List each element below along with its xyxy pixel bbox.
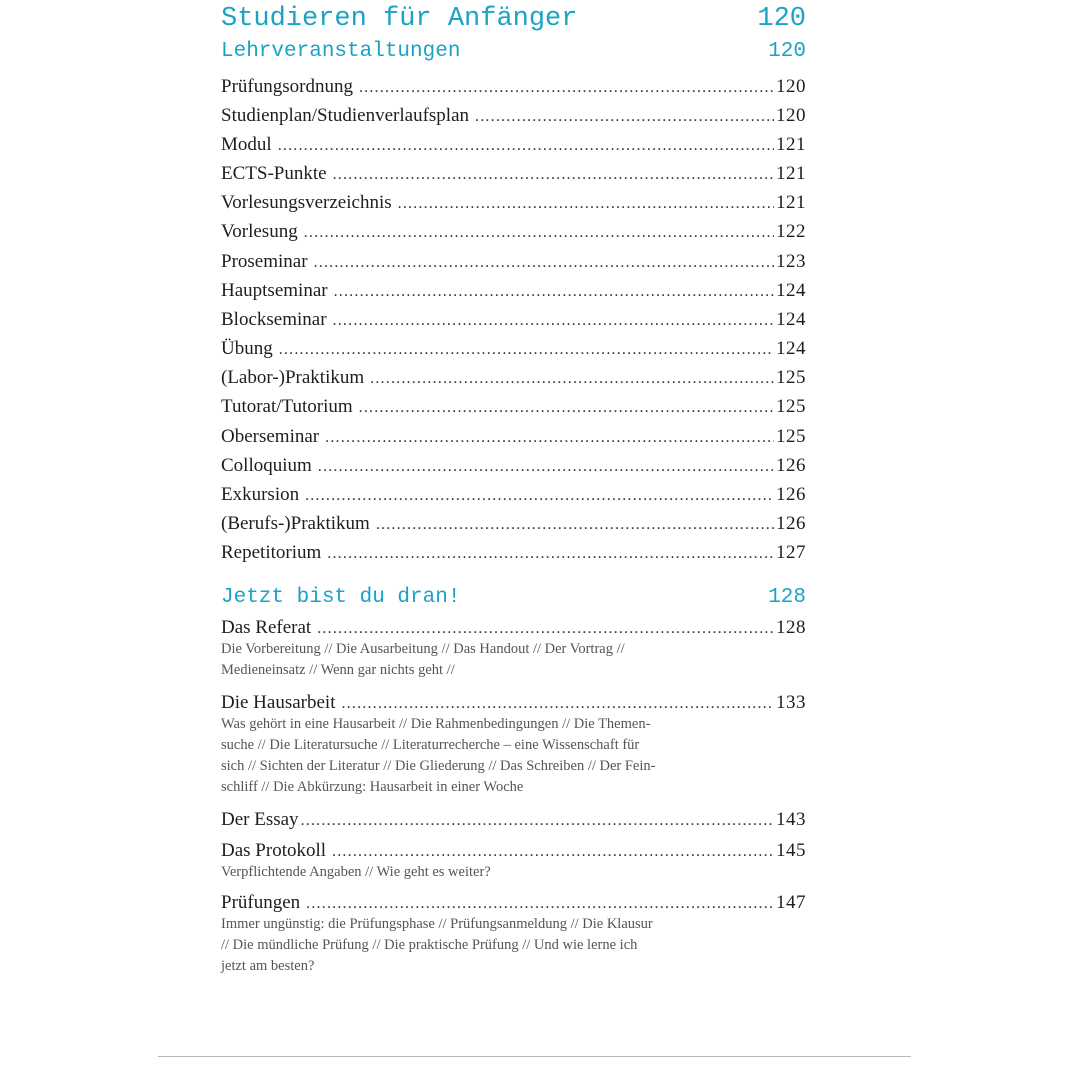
subtopic-line: Was gehört in eine Hausarbeit // Die Rahmenbedingungen // Die Themen- — [221, 716, 651, 732]
toc-entry[interactable] — [221, 278, 806, 304]
toc-leader-dots — [334, 279, 774, 305]
section-page-number: 128 — [768, 586, 806, 609]
toc-leader-dots — [318, 454, 774, 480]
toc-entry-label: Prüfungsordnung — [221, 76, 353, 97]
toc-entry-label: Vorlesungsverzeichnis — [221, 192, 392, 213]
toc-entry-page: 125 — [776, 367, 806, 388]
toc-entry-label: Übung — [221, 338, 273, 359]
toc-entry-page: 121 — [776, 134, 806, 155]
toc-leader-dots — [314, 250, 774, 276]
toc-leader-dots — [376, 512, 774, 538]
toc-entry[interactable] — [221, 307, 806, 333]
toc-entry[interactable] — [221, 219, 806, 245]
toc-entry-label: Repetitorium — [221, 542, 322, 563]
subtopic-line: schliff // Die Abkürzung: Hausarbeit in einer Woche — [221, 779, 524, 795]
toc-entry-page: 147 — [776, 892, 806, 913]
toc-entry-page: 145 — [776, 840, 806, 861]
chapter-heading — [221, 2, 806, 36]
toc-entry[interactable] — [221, 424, 806, 450]
toc-entry[interactable] — [221, 807, 806, 833]
toc-entry-page: 126 — [776, 513, 806, 534]
toc-entry[interactable] — [221, 103, 806, 129]
toc-entry-page: 124 — [776, 309, 806, 330]
toc-entry-page: 123 — [776, 251, 806, 272]
toc-entry-label: Studienplan/Studienverlaufsplan — [221, 105, 470, 126]
toc-entry-label: Blockseminar — [221, 309, 327, 330]
toc-entry-label: Tutorat/Tutorium — [221, 396, 353, 417]
section-title: Lehrveranstaltungen — [221, 40, 461, 63]
toc-entry-page: 120 — [776, 105, 806, 126]
toc-entry-label: Das Protokoll — [221, 840, 327, 861]
toc-entry[interactable] — [221, 249, 806, 275]
toc-entry[interactable] — [221, 540, 806, 566]
toc-entry-page: 121 — [776, 163, 806, 184]
section-heading-jetzt-bist-du-dran — [221, 584, 806, 612]
toc-entry-label: Modul — [221, 134, 272, 155]
toc-entry[interactable] — [221, 482, 806, 508]
toc-entry-subtopics — [221, 714, 701, 798]
toc-leader-dots — [301, 808, 774, 834]
toc-entry-page: 121 — [776, 192, 806, 213]
subtopic-line: sich // Sichten der Literatur // Die Gliederung // Das Schreiben // Der Fein- — [221, 758, 656, 774]
toc-leader-dots — [398, 191, 774, 217]
toc-entry-page: 125 — [776, 396, 806, 417]
toc-leader-dots — [475, 104, 774, 130]
subtopic-line: Die Vorbereitung // Die Ausarbeitung // Das Handout // Der Vortrag // — [221, 641, 625, 657]
toc-entry-label: Oberseminar — [221, 426, 320, 447]
toc-entry[interactable] — [221, 453, 806, 479]
subtopic-line: // Die mündliche Prüfung // Die praktische Prüfung // Und wie lerne ich — [221, 937, 638, 953]
toc-entry-page: 128 — [776, 617, 806, 638]
toc-entry[interactable] — [221, 838, 806, 864]
toc-entry-label: Exkursion — [221, 484, 300, 505]
toc-entry[interactable] — [221, 394, 806, 420]
chapter-page-number: 120 — [757, 4, 806, 34]
toc-leader-dots — [325, 425, 774, 451]
toc-entry[interactable] — [221, 511, 806, 537]
toc-entry-label: Prüfungen — [221, 892, 301, 913]
toc-entry-label: (Berufs-)Praktikum — [221, 513, 370, 534]
toc-entry[interactable] — [221, 190, 806, 216]
toc-entry[interactable] — [221, 615, 806, 641]
toc-leader-dots — [333, 308, 774, 334]
toc-entry[interactable] — [221, 890, 806, 916]
toc-entry[interactable] — [221, 365, 806, 391]
toc-leader-dots — [305, 483, 774, 509]
chapter-title: Studieren für Anfänger — [221, 4, 578, 34]
toc-entry-label: Colloquium — [221, 455, 312, 476]
toc-entry[interactable] — [221, 690, 806, 716]
toc-entry[interactable] — [221, 132, 806, 158]
toc-entry-label: ECTS-Punkte — [221, 163, 327, 184]
toc-entry-page: 126 — [776, 484, 806, 505]
subtopic-line: Immer ungünstig: die Prüfungsphase // Prüfungsanmeldung // Die Klausur — [221, 916, 653, 932]
toc-leader-dots — [304, 220, 774, 246]
toc-entry-page: 124 — [776, 338, 806, 359]
toc-entry-label: Hauptseminar — [221, 280, 328, 301]
toc-entry-subtopics — [221, 639, 701, 681]
subtopic-line: suche // Die Literatursuche // Literaturrecherche – eine Wissenschaft für — [221, 737, 640, 753]
subtopic-line: Medieneinsatz // Wenn gar nichts geht // — [221, 662, 455, 678]
toc-entry[interactable] — [221, 336, 806, 362]
toc-entry-label: Vorlesung — [221, 221, 298, 242]
section-page-number: 120 — [768, 40, 806, 63]
toc-entry-page: 127 — [776, 542, 806, 563]
toc-entry[interactable] — [221, 74, 806, 100]
toc-entry-label: (Labor-)Praktikum — [221, 367, 365, 388]
toc-leader-dots — [370, 366, 774, 392]
toc-entry-subtopics — [221, 914, 701, 977]
toc-entry[interactable] — [221, 161, 806, 187]
toc-leader-dots — [279, 337, 774, 363]
subtopic-line: Verpflichtende Angaben // Wie geht es weiter? — [221, 864, 491, 880]
toc-leader-dots — [327, 541, 774, 567]
toc-entry-page: 124 — [776, 280, 806, 301]
toc-entry-label: Proseminar — [221, 251, 308, 272]
toc-entry-label: Der Essay — [221, 809, 299, 830]
section-title: Jetzt bist du dran! — [221, 586, 461, 609]
toc-entry-page: 126 — [776, 455, 806, 476]
toc-entry-page: 122 — [776, 221, 806, 242]
section-heading-lehrveranstaltungen — [221, 38, 806, 66]
toc-entry-page: 143 — [776, 809, 806, 830]
toc-entry-page: 133 — [776, 692, 806, 713]
toc-leader-dots — [359, 395, 774, 421]
toc-entry-page: 120 — [776, 76, 806, 97]
toc-entry-label: Die Hausarbeit — [221, 692, 336, 713]
toc-leader-dots — [333, 162, 774, 188]
toc-leader-dots — [359, 75, 774, 101]
toc-entry-label: Das Referat — [221, 617, 312, 638]
toc-entry-page: 125 — [776, 426, 806, 447]
subtopic-line: jetzt am besten? — [221, 958, 315, 974]
toc-entry-subtopics — [221, 862, 701, 883]
toc-leader-dots — [278, 133, 774, 159]
footer-rule — [158, 1056, 911, 1057]
